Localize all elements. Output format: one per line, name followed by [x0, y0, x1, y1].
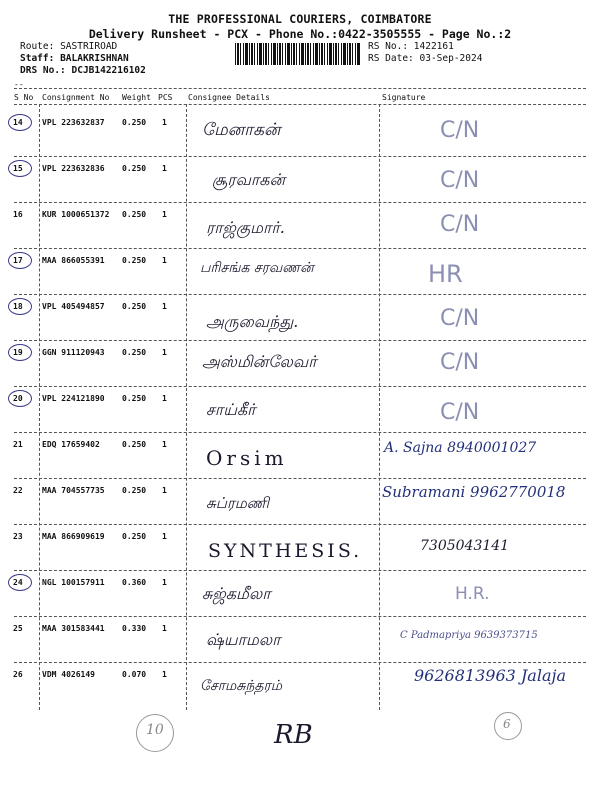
row-rule — [14, 570, 586, 571]
row-weight: 0.250 — [122, 210, 147, 219]
left-count: 10 — [146, 722, 164, 738]
row-consignee: அஸ்மின்லேவர் — [202, 352, 317, 371]
row-weight: 0.250 — [122, 302, 147, 311]
row-consignee: ஷ்யாமலா — [206, 630, 281, 649]
row-weight: 0.360 — [122, 578, 147, 587]
row-pcs: 1 — [162, 394, 167, 403]
row-pcs: 1 — [162, 348, 167, 357]
table-row — [0, 204, 600, 250]
row-signature: 7305043141 — [420, 538, 510, 554]
row-rule — [14, 432, 586, 433]
route-line — [20, 41, 117, 52]
header-rule-bottom — [14, 104, 586, 105]
row-weight: 0.250 — [122, 348, 147, 357]
row-consignee: பரிசங்க சரவணன் — [200, 260, 314, 276]
row-sno: 15 — [13, 164, 23, 173]
table-row — [0, 664, 600, 710]
row-signature: C/N — [440, 168, 480, 193]
row-rule — [14, 616, 586, 617]
row-weight: 0.250 — [122, 440, 147, 449]
row-weight: 0.250 — [122, 486, 147, 495]
row-consignment: MAA 866055391 — [42, 256, 105, 265]
row-consignee: சாய்கீர் — [206, 400, 256, 419]
row-rule — [14, 156, 586, 157]
table-row — [0, 158, 600, 204]
row-pcs: 1 — [162, 578, 167, 587]
row-consignment: VDM 4026149 — [42, 670, 95, 679]
rs-no-label: RS No.: — [368, 41, 409, 52]
row-consignee: மேனாகன் — [202, 120, 281, 140]
col-pcs: PCS — [158, 93, 173, 102]
row-sno: 21 — [13, 440, 23, 449]
rs-no-line — [368, 41, 454, 52]
row-weight: 0.330 — [122, 624, 147, 633]
row-consignment: MAA 704557735 — [42, 486, 105, 495]
row-pcs: 1 — [162, 256, 167, 265]
row-weight: 0.250 — [122, 532, 147, 541]
row-consignment: VPL 405494857 — [42, 302, 105, 311]
row-pcs: 1 — [162, 118, 167, 127]
footer-signature: RB — [274, 720, 313, 750]
row-rule — [14, 478, 586, 479]
table-row — [0, 342, 600, 388]
row-rule — [14, 340, 586, 341]
table-row — [0, 388, 600, 434]
row-signature: C Padmapriya 9639373715 — [400, 630, 538, 641]
staff-value: BALAKRISHNAN — [60, 53, 129, 64]
row-consignment: VPL 223632836 — [42, 164, 105, 173]
drs-value: DCJB142216102 — [71, 65, 146, 76]
row-sno: 17 — [13, 256, 23, 265]
rs-date-label: RS Date: — [368, 53, 414, 64]
row-signature: Subramani 9962770018 — [382, 483, 566, 501]
row-pcs: 1 — [162, 532, 167, 541]
runsheet-subtitle: Delivery Runsheet - PCX - Phone No.:0422-3505555 - Page No.:2 — [88, 27, 512, 41]
row-consignee: ராஜ்குமார். — [206, 218, 285, 237]
row-consignee: SYNTHESIS. — [208, 540, 363, 562]
table-row — [0, 250, 600, 296]
row-consignment: KUR 1000651372 — [42, 210, 110, 219]
row-signature: H.R. — [455, 584, 490, 604]
row-sno: 20 — [13, 394, 23, 403]
row-signature: A. Sajna 8940001027 — [384, 440, 537, 456]
row-sno: 25 — [13, 624, 23, 633]
row-sno: 14 — [13, 118, 23, 127]
row-weight: 0.250 — [122, 118, 147, 127]
row-signature: C/N — [440, 400, 480, 425]
header-rule-top — [14, 88, 586, 89]
col-weight: Weight — [122, 93, 151, 102]
row-consignee: சுஜ்கமீலா — [202, 584, 271, 603]
row-pcs: 1 — [162, 164, 167, 173]
row-rule — [14, 524, 586, 525]
row-consignment: GGN 911120943 — [42, 348, 105, 357]
col-consignment: Consignment No — [42, 93, 110, 102]
top-marker: -- — [14, 80, 24, 89]
row-sno: 18 — [13, 302, 23, 311]
row-sno: 16 — [13, 210, 23, 219]
table-row — [0, 296, 600, 342]
table-row — [0, 112, 600, 158]
row-sno: 19 — [13, 348, 23, 357]
table-row — [0, 526, 600, 572]
staff-label: Staff: — [20, 53, 55, 64]
row-signature: C/N — [440, 350, 480, 375]
row-sno: 22 — [13, 486, 23, 495]
row-signature: C/N — [440, 212, 480, 237]
row-consignment: MAA 866909619 — [42, 532, 105, 541]
table-row — [0, 572, 600, 618]
runsheet-title: THE PROFESSIONAL COURIERS, COIMBATORE — [168, 12, 432, 26]
col-consignee: Consignee Details — [188, 93, 270, 102]
row-consignee: சுப்ரமணி — [206, 494, 270, 512]
row-pcs: 1 — [162, 670, 167, 679]
row-consignment: VPL 224121890 — [42, 394, 105, 403]
row-consignee: சோமசுந்தரம் — [200, 678, 283, 694]
row-rule — [14, 662, 586, 663]
row-sno: 24 — [13, 578, 23, 587]
drs-label: DRS No.: — [20, 65, 66, 76]
row-pcs: 1 — [162, 486, 167, 495]
row-signature: HR — [428, 260, 463, 288]
rs-no-value: 1422161 — [413, 41, 454, 52]
row-consignee: சூரவாகன் — [212, 170, 285, 189]
rs-date-value: 03-Sep-2024 — [419, 53, 483, 64]
route-label: Route: — [20, 41, 55, 52]
rs-date-line — [368, 53, 482, 64]
table-row — [0, 618, 600, 664]
row-rule — [14, 386, 586, 387]
row-rule — [14, 248, 586, 249]
staff-line — [20, 53, 129, 64]
row-sno: 26 — [13, 670, 23, 679]
row-sno: 23 — [13, 532, 23, 541]
drs-line — [20, 65, 146, 76]
col-signature: Signature — [382, 93, 426, 102]
row-weight: 0.070 — [122, 670, 147, 679]
row-rule — [14, 202, 586, 203]
row-weight: 0.250 — [122, 394, 147, 403]
row-weight: 0.250 — [122, 164, 147, 173]
row-weight: 0.250 — [122, 256, 147, 265]
row-consignee: Orsim — [206, 446, 288, 470]
table-row — [0, 434, 600, 480]
row-consignment: MAA 301583441 — [42, 624, 105, 633]
row-consignment: NGL 100157911 — [42, 578, 105, 587]
barcode — [235, 43, 360, 65]
row-consignment: VPL 223632837 — [42, 118, 105, 127]
row-rule — [14, 294, 586, 295]
row-signature: C/N — [440, 118, 480, 143]
row-pcs: 1 — [162, 624, 167, 633]
row-signature: 9626813963 Jalaja — [414, 666, 566, 685]
row-pcs: 1 — [162, 210, 167, 219]
right-count: 6 — [503, 717, 511, 731]
row-signature: C/N — [440, 306, 480, 331]
row-pcs: 1 — [162, 302, 167, 311]
row-consignment: EDQ 17659402 — [42, 440, 100, 449]
row-pcs: 1 — [162, 440, 167, 449]
table-row — [0, 480, 600, 526]
col-sno: S No — [14, 93, 34, 102]
route-value: SASTRIROAD — [60, 41, 118, 52]
row-consignee: அருவைந்து. — [206, 312, 299, 331]
